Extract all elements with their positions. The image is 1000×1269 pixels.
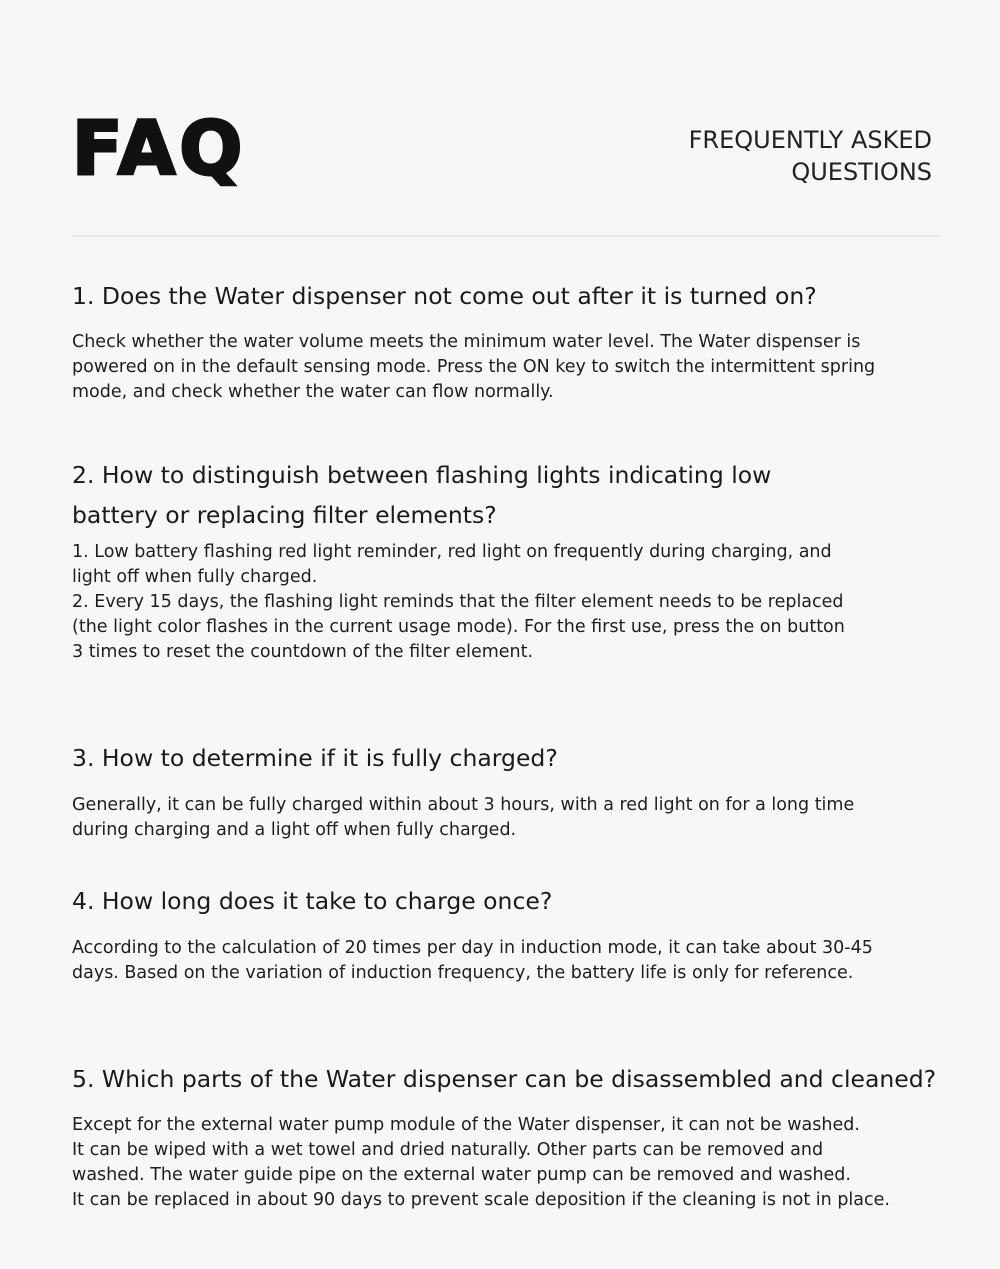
page-subtitle [612,124,932,188]
answer-line: during charging and a light off when fully charged. [72,820,517,840]
answer-line: It can be replaced in about 90 days to prevent scale deposition if the cleaning is not in place. [72,1190,890,1210]
answer-line: days. Based on the variation of induction frequency, the battery life is only for reference. [72,963,854,983]
answer-line: 2. Every 15 days, the flashing light reminds that the filter element needs to be replaced [72,592,844,612]
answer-line: Except for the external water pump module of the Water dispenser, it can not be washed. [72,1115,860,1135]
question-line: battery or replacing filter elements? [72,501,497,529]
faq-answer-1 [72,330,952,405]
faq-question-4: 4. How long does it take to charge once? [72,887,553,915]
answer-line: Generally, it can be fully charged within about 3 hours, with a red light on for a long time [72,795,855,815]
faq-answer-4 [72,936,952,986]
faq-question-5: 5. Which parts of the Water dispenser can be disassembled and cleaned? [72,1065,937,1093]
answer-line: powered on in the default sensing mode. Press the ON key to switch the intermittent spring [72,357,876,377]
faq-question-3: 3. How to determine if it is fully charged? [72,744,558,772]
answer-line: mode, and check whether the water can flow normally. [72,382,554,402]
answer-line: washed. The water guide pipe on the external water pump can be removed and washed. [72,1165,851,1185]
answer-line: 3 times to reset the countdown of the filter element. [72,642,534,662]
faq-answer-5 [72,1113,952,1213]
question-line: 2. How to distinguish between flashing lights indicating low [72,461,772,489]
page-title: FAQ [72,106,247,192]
subtitle-line: FREQUENTLY ASKED [688,126,932,154]
answer-line: (the light color flashes in the current usage mode). For the first use, press the on button [72,617,845,637]
answer-line: 1. Low battery flashing red light reminder, red light on frequently during charging, and [72,542,832,562]
header-divider [72,235,940,237]
faq-question-2 [72,455,942,535]
answer-line: Check whether the water volume meets the minimum water level. The Water dispenser is [72,332,861,352]
answer-line: It can be wiped with a wet towel and dried naturally. Other parts can be removed and [72,1140,824,1160]
answer-line: According to the calculation of 20 times per day in induction mode, it can take about 30-45 [72,938,873,958]
subtitle-line: QUESTIONS [791,158,932,186]
faq-answer-3 [72,793,952,843]
faq-question-1: 1. Does the Water dispenser not come out after it is turned on? [72,282,817,310]
faq-answer-2 [72,540,952,665]
answer-line: light off when fully charged. [72,567,318,587]
